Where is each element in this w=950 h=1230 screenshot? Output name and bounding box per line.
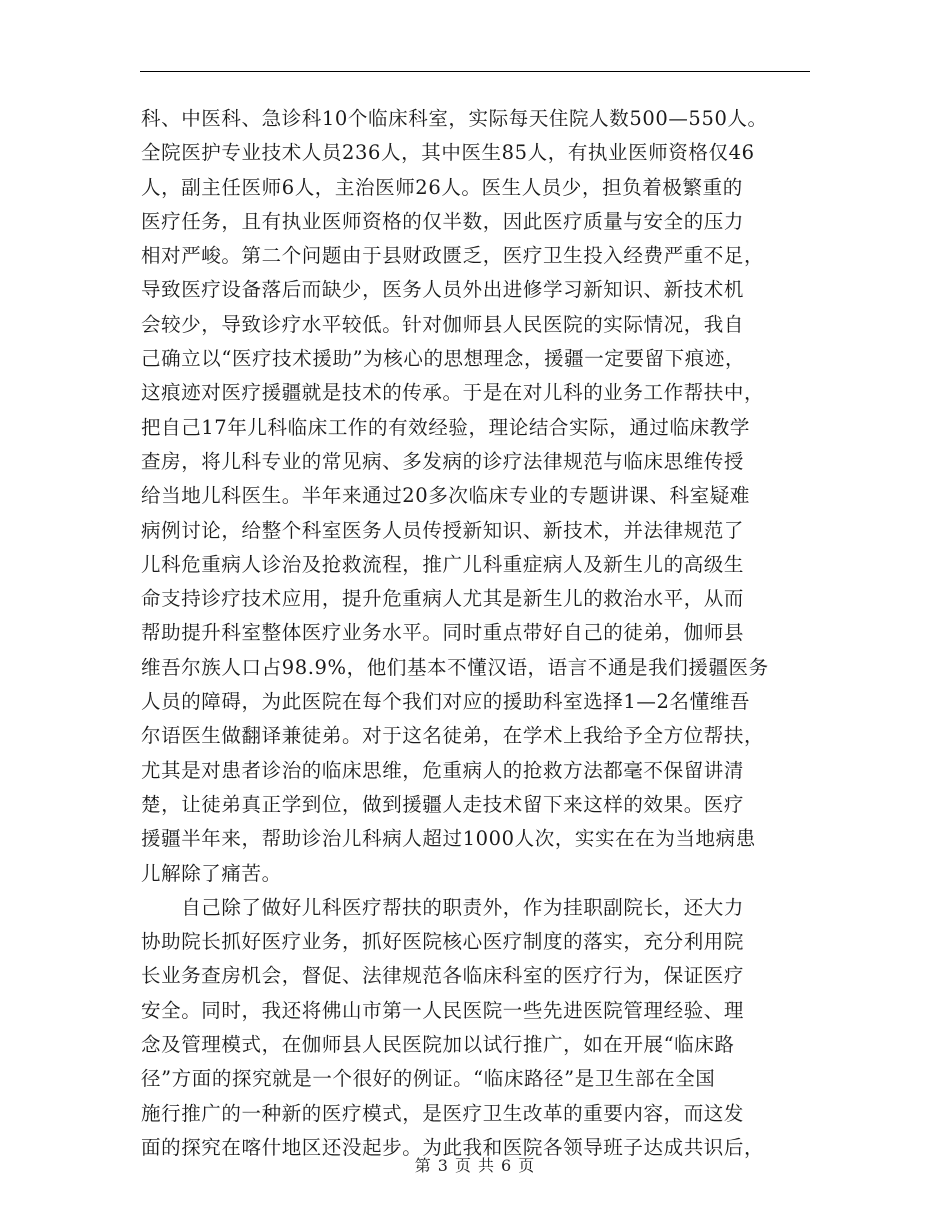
- text-line: 楚，让徒弟真正学到位，做到援疆人走技术留下来这样的效果。医疗: [141, 792, 745, 816]
- text-line: 己确立以“医疗技术援助”为核心的思想理念，援疆一定要留下痕迹，: [141, 347, 746, 371]
- text-line: 安全。同时，我还将佛山市第一人民医院一些先进医院管理经验、理: [141, 998, 745, 1022]
- text-line: 协助院长抓好医疗业务，抓好医院核心医疗制度的落实，充分利用院: [141, 930, 745, 954]
- footer-total-pages: 6: [501, 1156, 513, 1175]
- footer-page-number: 3: [437, 1156, 449, 1175]
- text-line: 查房，将儿科专业的常见病、多发病的诊疗法律规范与临床思维传授: [141, 449, 745, 473]
- text-line: 把自己17年儿科临床工作的有效经验，理论结合实际，通过临床教学: [141, 415, 750, 439]
- text-line: 相对严峻。第二个问题由于县财政匮乏，医疗卫生投入经费严重不足，: [141, 244, 765, 268]
- header-rule: [140, 71, 810, 72]
- text-line: 导致医疗设备落后而缺少，医务人员外出进修学习新知识、新技术机: [141, 278, 745, 302]
- text-line: 全院医护专业技术人员236人，其中医生85人，有执业医师资格仅46: [141, 141, 755, 165]
- text-line: 自己除了做好儿科医疗帮扶的职责外，作为挂职副院长，还大力: [141, 895, 745, 919]
- text-line: 尤其是对患者诊治的临床思维，危重病人的抢救方法都毫不保留讲清: [141, 758, 745, 782]
- footer-suffix: 页: [518, 1156, 536, 1175]
- text-line: 维吾尔族人口占98.9%，他们基本不懂汉语，语言不通是我们援疆医务: [141, 655, 769, 679]
- text-line: 帮助提升科室整体医疗业务水平。同时重点带好自己的徒弟，伽师县: [141, 621, 745, 645]
- text-line: 人员的障碍，为此医院在每个我们对应的援助科室选择1—2名懂维吾: [141, 690, 750, 714]
- text-line: 儿解除了痛苦。: [141, 861, 282, 885]
- text-line: 儿科危重病人诊治及抢救流程，推广儿科重症病人及新生儿的高级生: [141, 552, 745, 576]
- text-line: 医疗任务，且有执业医师资格的仅半数，因此医疗质量与安全的压力: [141, 209, 745, 233]
- text-line: 径”方面的探究就是一个很好的例证。“临床路径”是卫生部在全国: [141, 1067, 716, 1091]
- text-line: 会较少，导致诊疗水平较低。针对伽师县人民医院的实际情况，我自: [141, 312, 745, 336]
- text-line: 施行推广的一种新的医疗模式，是医疗卫生改革的重要内容，而这发: [141, 1101, 745, 1125]
- footer-middle: 页 共: [454, 1156, 496, 1175]
- document-body: [141, 102, 811, 1165]
- text-line: 这痕迹对医疗援疆就是技术的传承。于是在对儿科的业务工作帮扶中，: [141, 381, 765, 405]
- text-line: 尔语医生做翻译兼徒弟。对于这名徒弟，在学术上我给予全方位帮扶，: [141, 724, 765, 748]
- text-line: 给当地儿科医生。半年来通过20多次临床专业的专题讲课、科室疑难: [141, 484, 750, 508]
- text-line: 命支持诊疗技术应用，提升危重病人尤其是新生儿的救治水平，从而: [141, 587, 745, 611]
- text-line: 人，副主任医师6人，主治医师26人。医生人员少，担负着极繁重的: [141, 175, 743, 199]
- text-line: 面的探究在喀什地区还没起步。为此我和医院各领导班子达成共识后，: [141, 1135, 765, 1159]
- footer-prefix: 第: [414, 1156, 432, 1175]
- page-footer: [0, 1153, 950, 1176]
- text-line: 科、中医科、急诊科10个临床科室，实际每天住院人数500—550人。: [141, 107, 768, 130]
- text-line: 长业务查房机会，督促、法律规范各临床科室的医疗行为，保证医疗: [141, 964, 745, 988]
- text-line: 病例讨论，给整个科室医务人员传授新知识、新技术，并法律规范了: [141, 518, 745, 542]
- text-line: 援疆半年来，帮助诊治儿科病人超过1000人次，实实在在为当地病患: [141, 827, 756, 851]
- text-line: 念及管理模式，在伽师县人民医院加以试行推广，如在开展“临床路: [141, 1033, 735, 1057]
